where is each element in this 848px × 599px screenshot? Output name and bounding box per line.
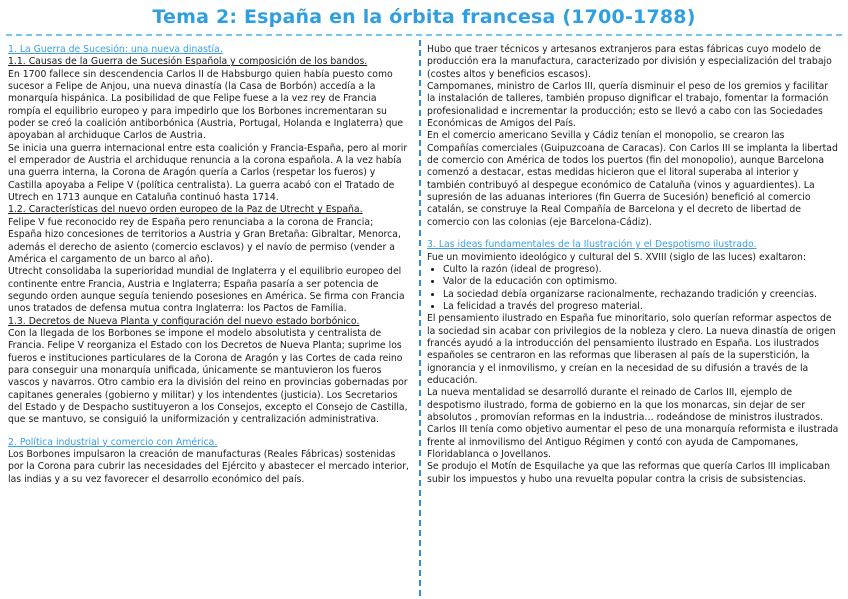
list-item: • Culto la razón (ideal de progreso).: [443, 264, 839, 276]
paragraph: En el comercio americano Sevilla y Cádiz tenían el monopolio, se crearon las Compañías comerciales (Guipuzcoana de Caracas). Con Carlos III se implanta la libertad de comercio con América de todos los puertos (fin del monopolio), aunque Barcelona comenzó a destacar, estas medidas hicieron que el litoral superaba al interior y también contribuyó al despegue económico de Cataluña (vinos y aguardientes). La supresión de las aduanas interiores (fin Guerra de Sucesión) benefició al comercio catalán, se construye la Real Compañía de Barcelona y el decreto de libertad de comercio con las colonias (eje Barcelona-Cádiz).: [427, 130, 838, 228]
subsection-heading-1-2: 1.2. Características del nuevo orden europeo de la Paz de Utrecht y España.: [8, 204, 363, 216]
paragraph: Hubo que traer técnicos y artesanos extranjeros para estas fábricas cuyo modelo de producción era la manufactura, caracterizado por división y especialización del trabajo (costes altos y beneficios escasos).: [427, 44, 832, 80]
page-title: Tema 2: España en la órbita francesa (1700-1788): [152, 6, 696, 28]
paragraph: La nueva mentalidad se desarrolló durante el reinado de Carlos III, ejemplo de despotismo ilustrado, forma de gobierno en la que los monarcas, sin dejar de ser absolutos , promovían reformas en la industria… rodeándose de ministros ilustrados. Carlos III tenía como objetivo aumentar el peso de una monarquía reformista e ilustrada frente al inmovilismo del Antiguo Régimen y contó con ayuda de Campomanes, Floridablanca o Jovellanos.: [427, 387, 839, 460]
left-column: [8, 44, 410, 486]
paragraph: Se produjo el Motín de Esquilache ya que las reformas que quería Carlos III implicaban subir los impuestos y hubo una revuelta popular contra la crisis de subsistencias.: [427, 461, 830, 485]
paragraph: El pensamiento ilustrado en España fue minoritario, solo querían reformar aspectos de la sociedad sin acabar con privilegios de la nobleza y clero. La nueva dinastía de origen francés ayudó a la introducción del pensamiento ilustrado en España. Los ilustrados españoles se centraron en las reformas que liberasen al país de la superstición, la ignorancia y el inmovilismo, y creían en la necesidad de su difusión a través de la educación.: [427, 313, 836, 386]
subsection-heading-1-3: 1.3. Decretos de Nueva Planta y configuración del nuevo estado borbónico.: [8, 315, 360, 327]
paragraph: Campomanes, ministro de Carlos III, quería disminuir el peso de los gremios y facilitar la instalación de talleres, también propuso dignificar el trabajo, fomentar la formación profesionalidad e incrementar la producción; esto se llevó a cabo con las Sociedades Económicas de Amigos del País.: [427, 81, 829, 130]
paragraph: Se inicia una guerra internacional entre esta coalición y Francia-España, pero al morir el emperador de Austria el archiduque renuncia a la corona española. A la vez había una guerra interna, la Corona de Aragón quería a Carlos (respetar los fueros) y Castilla apoyaba a Felipe V (política centralista). La guerra acabó con el Tratado de Utrech en 1713 aunque en Cataluña continuó hasta 1714.: [8, 142, 408, 204]
title-divider: [6, 34, 842, 36]
section-heading-2: 2. Política industrial y comercio con América.: [8, 436, 218, 448]
paragraph: En 1700 fallece sin descendencia Carlos II de Habsburgo quien había puesto como sucesor a Felipe de Anjou, una nueva dinastía (la Casa de Borbón) accedía a la monarquía hispánica. La posibilidad de que Felipe fuese a la vez rey de Francia rompía el equilibrio europeo y para impedirlo que los Borbones incrementaran su poder se creó la coalición antiborbónica (Austria, Portugal, Holanda e Inglaterra) que apoyaban al archiduque Carlos de Austria.: [8, 68, 404, 142]
paragraph: Fue un movimiento ideológico y cultural del S. XVIII (siglo de las luces) exaltaron:: [427, 251, 807, 263]
bullet-list: [427, 264, 839, 313]
paragraph: Felipe V fue reconocido rey de España pero renunciaba a la corona de Francia; España hizo concesiones de territorios a Austria y Gran Bretaña: Gibraltar, Menorca, además el derecho de asiento (comercio esclavos) y el navío de permiso (vender a América el cargamento de un barco al año).: [8, 216, 401, 265]
list-item: • Valor de la educación con optimismo.: [443, 276, 839, 288]
paragraph: Con la llegada de los Borbones se impone el modelo absolutista y centralista de Francia. Felipe V reorganiza el Estado con los Decretos de Nueva Planta; suprime los fueros e instituciones particulares de la Corona de Aragón y las Cortes de cada reino para conseguir una monarquía unificada, únicamente se mantuvieron los fueros vascos y navarros. Otro cambio era la división del reino en provincias gobernadas por capitanes generales (gobierno y militar) y los intendentes (justicia). Los Secretarios del Estado y de Despacho sustituyeron a los Consejos, excepto el Consejo de Castilla, que se mantuvo, se consiguió la uniformización y centralización administrativa.: [8, 327, 408, 426]
section-heading-1: 1. La Guerra de Sucesión: una nueva dinastía.: [8, 44, 223, 55]
section-heading-3: 3. Las ideas fundamentales de la Ilustración y el Despotismo ilustrado.: [427, 239, 757, 251]
list-item: • La felicidad a través del progreso material.: [443, 301, 839, 313]
subsection-heading-1-1: 1.1. Causas de la Guerra de Sucesión Española y composición de los bandos.: [8, 56, 368, 68]
list-item: • La sociedad debía organizarse racionalmente, rechazando tradición y creencias.: [443, 289, 839, 301]
right-column: [427, 44, 839, 486]
column-divider: [419, 40, 421, 596]
paragraph: Los Borbones impulsaron la creación de manufacturas (Reales Fábricas) sostenidas por la Corona para cubrir las necesidades del Ejército y abastecer el mercado interior, las indias y a su vez favorecer el desarrollo económico del país.: [8, 449, 409, 485]
paragraph: Utrecht consolidaba la superioridad mundial de Inglaterra y el equilibrio europeo del continente entre Francia, Austria e Inglaterra; España pasaría a ser potencia de segundo orden aunque seguía teniendo posesiones en América. Se firma con Francia unos tratados de defensa mutua contra Inglaterra: los Pactos de Familia.: [8, 266, 405, 315]
